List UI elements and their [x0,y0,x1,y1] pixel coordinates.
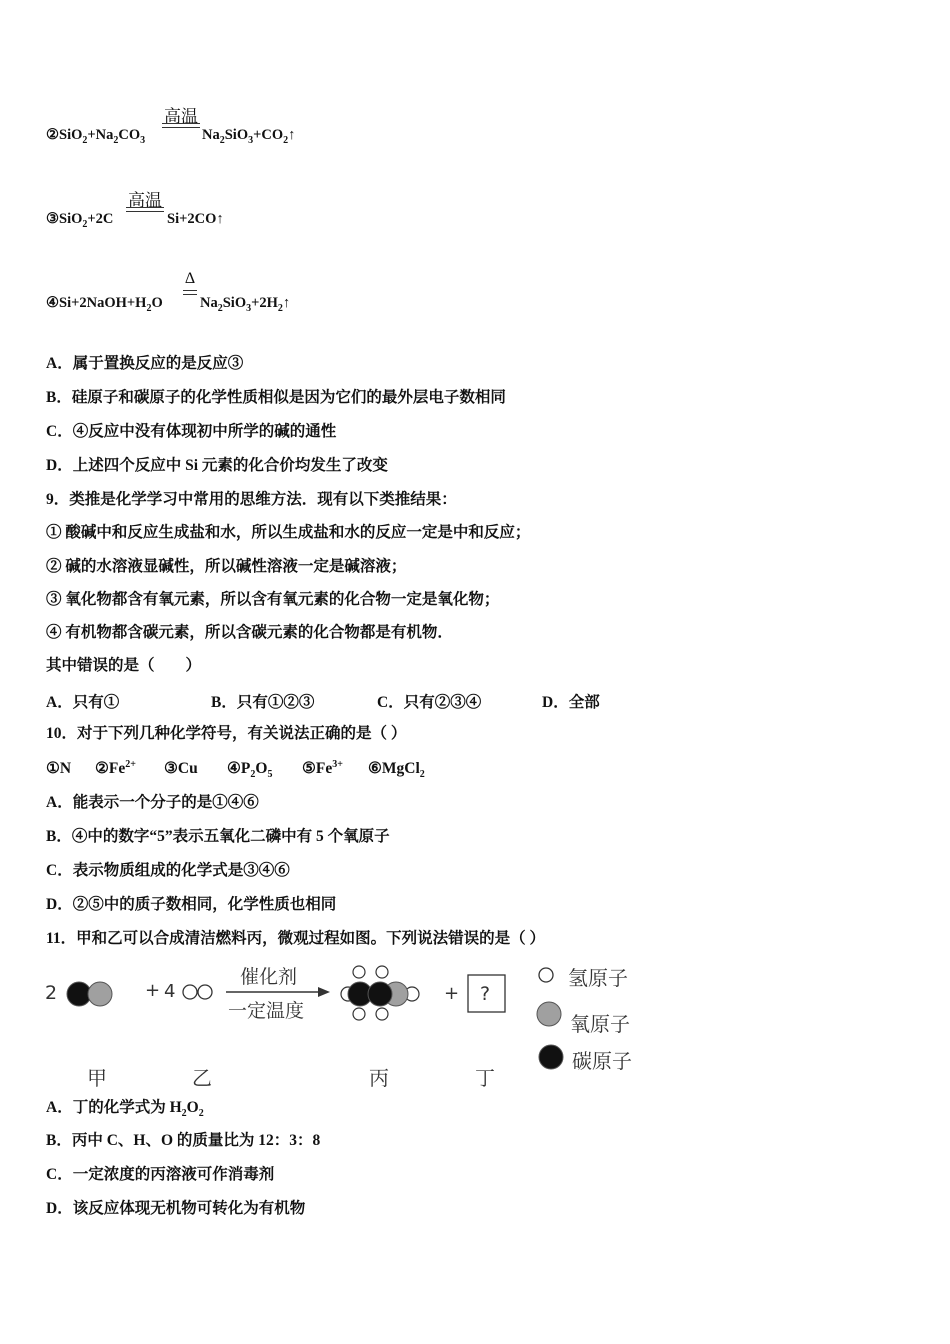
figure-unknown-mark: ? [480,983,491,1005]
reaction-arrowhead [318,987,330,997]
figure-plus-2: + [444,983,460,1004]
label-ding: 丁 [475,1066,495,1090]
q10-stem: 10．对于下列几种化学符号，有关说法正确的是（ ） [46,725,407,742]
equation-3-reactants: ③SiO$_2$+2C [46,211,114,230]
q9-statement-3: ③ 氧化物都含有氧元素，所以含有氧元素的化合物一定是氧化物； [46,591,500,608]
q9-statement-1: ① 酸碱中和反应生成盐和水，所以生成盐和水的反应一定是中和反应； [46,524,531,541]
jia-carbon-atom [67,982,91,1006]
q10-symbol-4: $④P_2O_5$ [227,760,273,781]
q10-symbol-2: $②Fe^{2+}$ [95,759,136,778]
equation-4-condition: Δ [184,270,196,287]
q9-ask: 其中错误的是（ ） [46,657,202,674]
q9-statement-4: ④ 有机物都含碳元素，所以含碳元素的化合物都是有机物． [46,624,453,641]
label-yi: 乙 [192,1066,212,1090]
legend-oxygen-icon [537,1002,561,1026]
yi-hydrogen-atom-2 [198,985,212,999]
equation-3-double-line [126,207,164,212]
figure-coefficient-2: 2 [45,982,58,1004]
q10-symbol-6: ⑥MgCl$_2$ [368,760,425,781]
q11-option-c: C．一定浓度的丙溶液可作消毒剂 [46,1166,275,1183]
q9-stem: 9．类推是化学学习中常用的思维方法．现有以下类推结果： [46,491,457,508]
figure-coefficient-4: 4 [164,981,176,1002]
q8-option-d: D．上述四个反应中 Si 元素的化合价均发生了改变 [46,457,388,474]
equation-2-reactants: $②SiO_2+Na_2CO_3$ [46,127,146,146]
q11-option-b: B．丙中 C、H、O 的质量比为 12：3：8 [46,1132,321,1149]
jia-oxygen-atom [88,982,112,1006]
legend-oxygen-label: 氧原子 [570,1012,630,1036]
yi-hydrogen-atom-1 [183,985,197,999]
q9-option-a: A．只有① [46,694,120,711]
q9-option-d: D．全部 [542,694,600,711]
q10-option-a: A．能表示一个分子的是①④⑥ [46,794,259,811]
q8-option-b: B．硅原子和碳原子的化学性质相似是因为它们的最外层电子数相同 [46,389,506,406]
q11-option-a: A．丁的化学式为 $H_2O_2$ [46,1099,204,1120]
legend-hydrogen-icon [539,968,553,982]
q11-stem: 11．甲和乙可以合成清洁燃料丙，微观过程如图。下列说法错误的是（ ） [46,930,546,947]
q10-option-b: B．④中的数字“5”表示五氧化二磷中有 5 个氧原子 [46,828,390,845]
figure-temperature-label: 一定温度 [228,1000,305,1022]
q10-option-d: D．②⑤中的质子数相同，化学性质也相同 [46,896,337,913]
equation-3-products: Si+2CO↑ [167,211,224,227]
equation-2-products: $Na_2SiO_3+CO_2↑$ [202,127,296,146]
q10-symbol-1: ①N [46,760,72,777]
label-bing: 丙 [369,1066,389,1090]
q10-symbol-5: $⑤Fe^{3+}$ [302,759,343,778]
bing-carbon-atom [368,982,392,1006]
equation-4-double-line [183,290,197,295]
figure-catalyst-label: 催化剂 [240,966,298,988]
equation-3-condition: 高温 [128,191,162,210]
legend-carbon-icon [539,1045,563,1069]
q9-statement-2: ② 碱的水溶液显碱性，所以碱性溶液一定是碱溶液； [46,558,407,575]
bing-hydrogen-atom [376,1008,388,1020]
equation-2-condition: 高温 [164,107,198,126]
q11-option-d: D．该反应体现无机物可转化为有机物 [46,1200,306,1217]
q8-option-c: C．④反应中没有体现初中所学的碱的通性 [46,423,337,440]
legend-hydrogen-label: 氢原子 [568,966,628,990]
label-jia: 甲 [87,1066,107,1090]
equation-2-double-line [162,123,200,128]
equation-4-products: $Na_2SiO_3+2H_2↑$ [200,295,291,314]
q10-option-c: C．表示物质组成的化学式是③④⑥ [46,862,290,879]
q9-option-b: B．只有①②③ [211,694,315,711]
q10-symbol-3: ③Cu [164,760,198,777]
bing-hydrogen-atom [353,966,365,978]
equation-4-reactants: $④Si+2NaOH+H_2O$ [46,295,163,314]
bing-hydrogen-atom [353,1008,365,1020]
q8-option-a: A．属于置换反应的是反应③ [46,355,244,372]
legend-carbon-label: 碳原子 [572,1049,632,1073]
figure-plus-1: + [145,980,161,1001]
reaction-diagram [40,960,650,1090]
bing-hydrogen-atom [376,966,388,978]
q9-option-c: C．只有②③④ [377,694,482,711]
